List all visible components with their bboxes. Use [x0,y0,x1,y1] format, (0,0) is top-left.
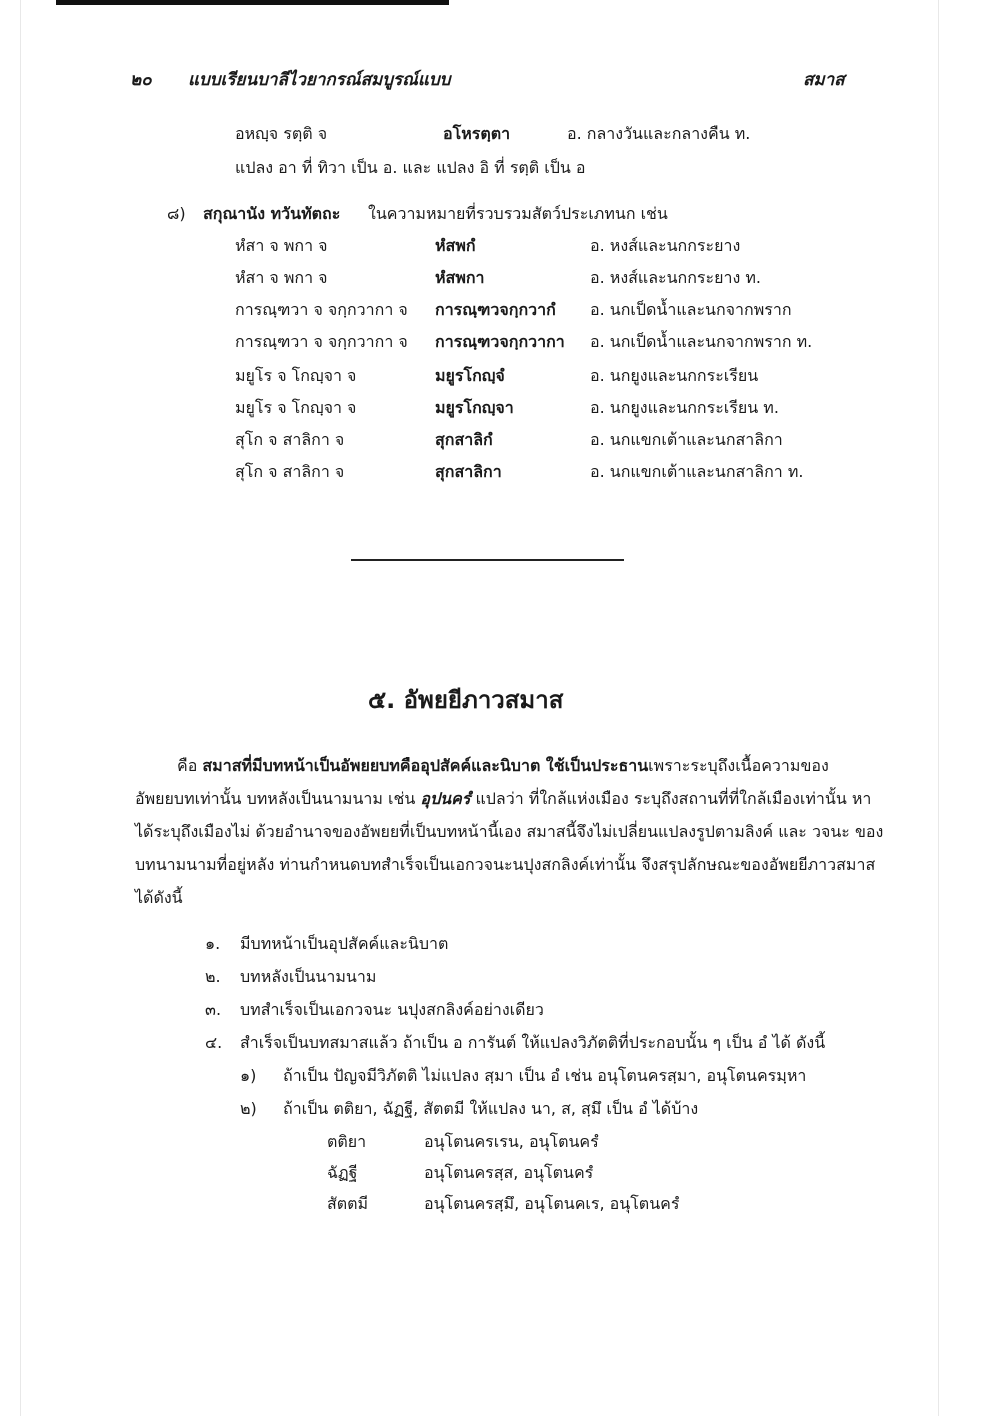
scan-right-edge [938,0,939,1416]
item-title: สกุณานัง ทวันทัตถะ [203,204,341,223]
example-compound: อโหรตฺตา [443,124,511,143]
table-cell-pali: หํสา จ พกา จ [235,268,328,287]
table-cell-translation: อ. หงส์และนกกระยาง [590,236,741,255]
table-cell-compound: หํสพกํ [435,236,476,255]
item-description: ในความหมายที่รวบรวมสัตว์ประเภทนก เช่น [368,204,668,223]
sublist-item: ถ้าเป็น ปัญจมีวิภัตติ ไม่แปลง สฺมา เป็น อํ เช่น อนุโตนครสฺมา, อนุโตนครมฺหา [283,1066,807,1085]
paragraph-line-3: ได้ระบุถึงเมืองไม่ ด้วยอำนาจของอัพยยที่เป็นบทหน้านี้เอง สมาสนี้จึงไม่เปลี่ยนแปลงรูปตามลิงค์ และ วจนะ ของ [135,822,884,841]
scan-top-edge [56,0,449,5]
paragraph-line-1 [177,754,829,779]
sublist-number: ๑) [240,1066,257,1085]
case-forms: อนุโตนครสฺมึ, อนุโตนคเร, อนุโตนครํ [424,1194,680,1213]
table-cell-translation: อ. นกแขกเต้าและนกสาลิกา [590,430,783,449]
table-cell-translation: อ. นกยูงและนกกระเรียน ท. [590,398,779,417]
list-item: มีบทหน้าเป็นอุปสัคค์และนิบาต [240,934,449,953]
table-cell-translation: อ. นกเป็ดน้ำและนกจากพราก ท. [590,332,813,351]
table-cell-pali: มยูโร จ โกญฺจา จ [235,366,357,385]
paragraph-line-4: บทนามนามที่อยู่หลัง ท่านกำหนดบทสำเร็จเป็นเอกวจนะนปุงสกลิงค์เท่านั้น จึงสรุปลักษณะของอัพยยีภาวสมาส [135,855,876,874]
example-translation: อ. กลางวันและกลางคืน ท. [567,124,751,143]
table-cell-compound: การณฺฑวจกฺกวากา [435,332,565,351]
list-item: สำเร็จเป็นบทสมาสแล้ว ถ้าเป็น อ การันต์ ให้แปลงวิภัตติที่ประกอบนั้น ๆ เป็น อํ ได้ ดังนี้ [240,1033,826,1052]
table-cell-compound: หํสพกา [435,268,485,287]
para-text: แปลว่า ที่ใกล้แห่งเมือง ระบุถึงสถานที่ที่ใกล้เมืองเท่านั้น หา [470,789,872,808]
list-number: ๓. [205,1000,222,1019]
case-label: ตติยา [327,1132,367,1151]
case-label: สัตตมี [327,1194,369,1213]
para-text: อัพยยบทเท่านั้น บทหลังเป็นนามนาม เช่น [135,789,421,808]
table-cell-compound: สุกสาลิกา [435,462,502,481]
table-cell-compound: มยูรโกญฺจา [435,398,514,417]
list-number: ๒. [205,967,221,986]
list-number: ๑. [205,934,221,953]
section-divider [351,559,624,561]
table-cell-translation: อ. หงส์และนกกระยาง ท. [590,268,762,287]
paragraph-line-5: ได้ดังนี้ [135,888,183,907]
item-number: ๘) [167,204,186,223]
table-cell-compound: มยูรโกญฺจํ [435,366,505,385]
list-number: ๔. [205,1033,223,1052]
book-title: แบบเรียนบาลีไวยากรณ์สมบูรณ์แบบ [188,70,451,90]
case-forms: อนุโตนครเรน, อนุโตนครํ [424,1132,599,1151]
sublist-item: ถ้าเป็น ตติยา, ฉัฏฐี, สัตตมี ให้แปลง นา, ส, สฺมึ เป็น อํ ได้บ้าง [283,1099,699,1118]
table-cell-pali: การณฺฑวา จ จกฺกวากา จ [235,332,408,351]
table-cell-compound: การณฺฑวจกฺกวากํ [435,300,556,319]
page-number: ๒๐ [130,70,152,90]
table-cell-compound: สุกสาลิกํ [435,430,493,449]
example-pali: อหญฺจ รตฺติ จ [235,124,328,143]
para-text: เพราะระบุถึงเนื้อความของ [648,756,829,775]
table-cell-pali: หํสา จ พกา จ [235,236,328,255]
section-header: สมาส [803,70,845,90]
scan-left-edge [20,0,21,1416]
table-cell-translation: อ. นกแขกเต้าและนกสาลิกา ท. [590,462,804,481]
list-item: บทหลังเป็นนามนาม [240,967,377,986]
table-cell-translation: อ. นกเป็ดน้ำและนกจากพราก [590,300,792,319]
table-cell-pali: มยูโร จ โกญฺจา จ [235,398,357,417]
table-cell-pali: การณฺฑวา จ จกฺกวากา จ [235,300,408,319]
table-cell-pali: สุโก จ สาลิกา จ [235,462,345,481]
para-bold: สมาสที่มีบทหน้าเป็นอัพยยบทคืออุปสัคค์และนิบาต ใช้เป็นประธาน [202,756,649,775]
table-cell-translation: อ. นกยูงและนกกระเรียน [590,366,759,385]
section-title: ๕. อัพยยีภาวสมาส [368,686,564,714]
para-example: อุปนครํ [420,789,471,808]
case-forms: อนุโตนครสฺส, อนุโตนครํ [424,1163,594,1182]
example-note: แปลง อา ที่ ทิวา เป็น อ. และ แปลง อิ ที่ รตฺติ เป็น อ [235,158,586,177]
sublist-number: ๒) [240,1099,257,1118]
para-text: คือ [177,756,203,775]
paragraph-line-2 [135,787,871,812]
case-label: ฉัฏฐี [327,1163,358,1182]
list-item: บทสำเร็จเป็นเอกวจนะ นปุงสกลิงค์อย่างเดียว [240,1000,544,1019]
table-cell-pali: สุโก จ สาลิกา จ [235,430,345,449]
